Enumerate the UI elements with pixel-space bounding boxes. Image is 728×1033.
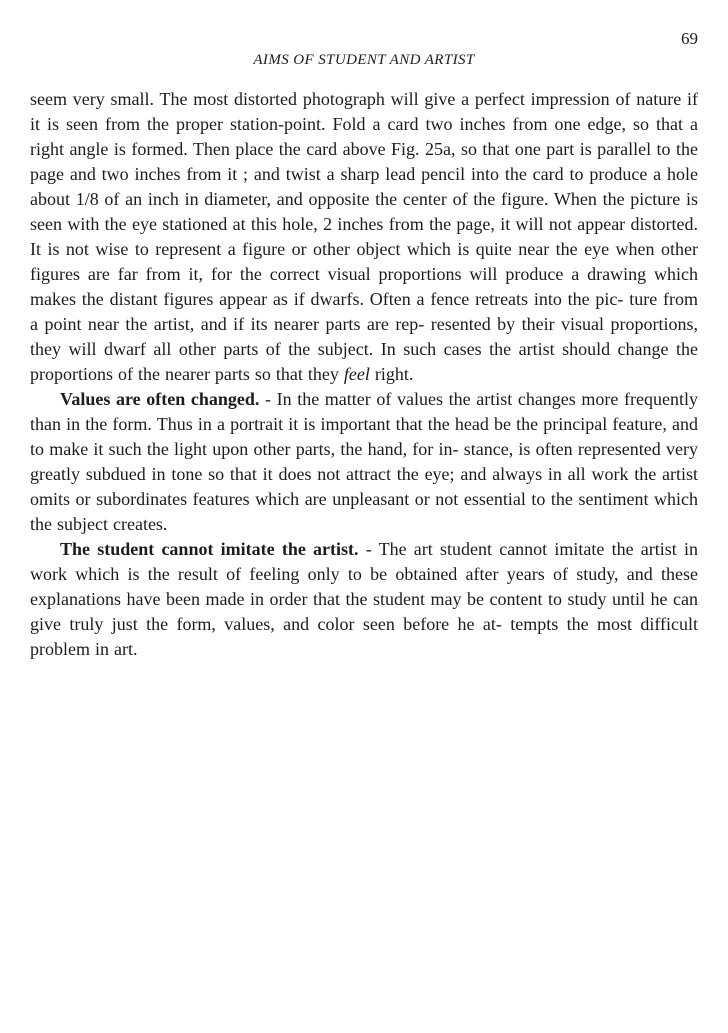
paragraph xyxy=(30,87,698,387)
paragraph xyxy=(30,537,698,662)
body-text: - In the matter of values the artist changes more frequently than in the form. Thus in a portrait it is important that the head be the principal feature, and to make it such the light upon other parts, the hand, for in- stance, is often represented very greatly subdued in tone so that it does not attract the eye; and always in all work the artist omits or subordinates features which are unpleasant or not essential to the sentiment which the subject creates. xyxy=(30,389,698,534)
body-text: right. xyxy=(369,364,414,384)
body-text: seem very small. The most distorted photograph will give a perfect impression of nature if it is seen from the proper station-point. Fold a card two inches from one edge, so that a right angle is formed. Then place the card above Fig. 25a, so that one part is parallel to the page and two inches from it ; and twist a sharp lead pencil into the card to produce a hole about 1/8 of an inch in diameter, and opposite the center of the figure. When the picture is seen with the eye stationed at this hole, 2 inches from the page, it will not appear distorted. It is not wise to represent a figure or other object which is quite near the eye when other figures are far from it, for the correct visual proportions will produce a drawing which makes the distant figures appear as if dwarfs. Often a fence retreats into the pic- ture from a point near the artist, and if its nearer parts are rep- resented by their visual proportions, they will dwarf all other parts of the subject. In such cases the artist should change the proportions of the nearer parts so that they xyxy=(30,89,698,384)
page-number: 69 xyxy=(681,29,698,48)
paragraph xyxy=(30,387,698,537)
body-text: - The art student cannot imitate the artist in work which is the result of feeling only to be obtained after years of study, and these explanations have been made in order that the student may be content to study until he can give truly just the form, values, and color seen before he at- tempts the most difficult problem in art. xyxy=(30,539,698,659)
paragraph-lead-in: Values are often changed. xyxy=(60,389,260,409)
emphasized-word: feel xyxy=(343,364,370,384)
text-block xyxy=(30,87,698,662)
running-header: AIMS OF STUDENT AND ARTIST xyxy=(253,52,475,68)
paragraph-lead-in: The student cannot imitate the artist. xyxy=(60,539,359,559)
